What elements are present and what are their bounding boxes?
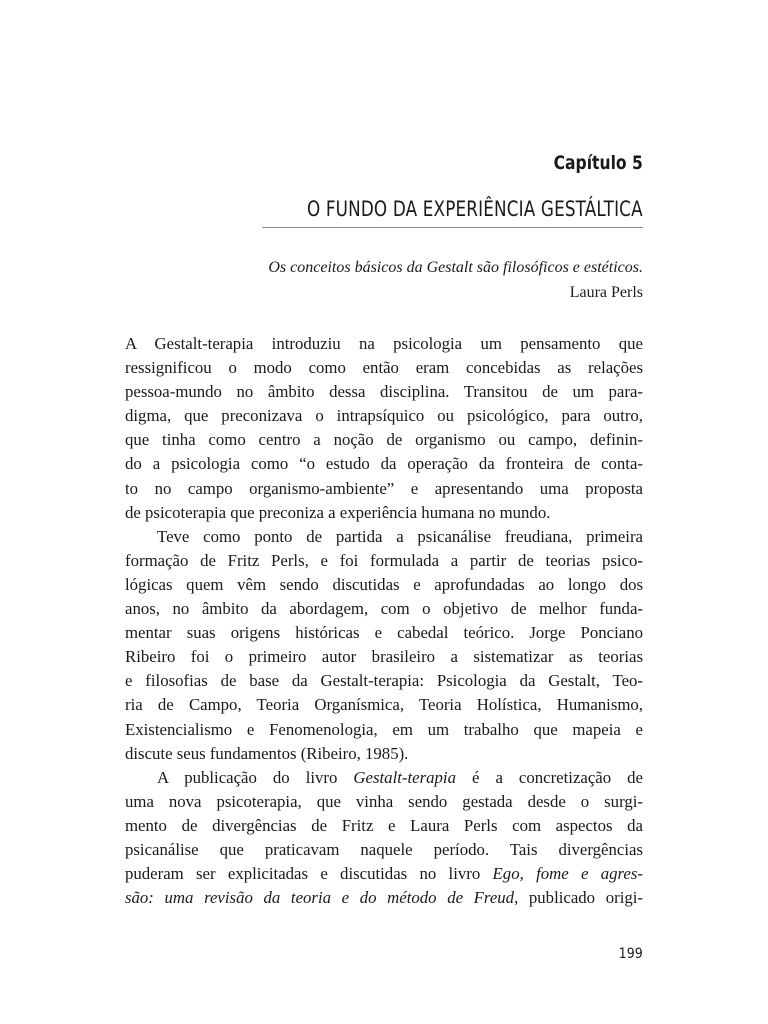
text-line: e filosofias de base da Gestalt-terapia: Psicologia da Gestalt, Teo-: [125, 671, 643, 691]
book-title-italic: Gestalt-terapia: [353, 767, 456, 787]
chapter-title: O FUNDO DA EXPERIÊNCIA GESTÁLTICA: [307, 197, 643, 221]
book-title-italic: são: uma revisão da teoria e do método de Freud: [125, 888, 515, 908]
text-line: formação de Fritz Perls, e foi formulada a partir de teorias psico-: [125, 550, 643, 570]
chapter-label: Capítulo 5: [553, 152, 643, 174]
title-rule: [262, 227, 643, 228]
text-run: , publicado origi-: [514, 888, 643, 908]
text-line: ria de Campo, Teoria Organísmica, Teoria Holística, Humanismo,: [125, 695, 643, 715]
epigraph-quote: Os conceitos básicos da Gestalt são filosóficos e estéticos.: [268, 259, 643, 276]
text-line: [125, 886, 643, 910]
text-line: psicanálise que praticavam naquele período. Tais divergências: [125, 839, 643, 859]
text-line: A Gestalt-terapia introduziu na psicologia um pensamento que: [125, 334, 643, 353]
text-line: ressignificou o modo como então eram concebidas as relações: [125, 358, 643, 378]
page-number: 199: [618, 946, 643, 962]
text-line: do a psicologia como “o estudo da operação da fronteira de conta-: [125, 454, 643, 474]
text-line: Ribeiro foi o primeiro autor brasileiro a sistematizar as teorias: [125, 647, 643, 667]
epigraph: [268, 255, 643, 305]
text-line: mento de divergências de Fritz e Laura Perls com aspectos da: [125, 815, 643, 835]
epigraph-author: Laura Perls: [569, 284, 643, 301]
text-line: [125, 766, 643, 790]
text-line: [125, 862, 643, 886]
text-run: é a concretização de: [455, 767, 643, 787]
text-line: de psicoterapia que preconiza a experiência humana no mundo.: [125, 502, 551, 522]
text-line: anos, no âmbito da abordagem, com o objetivo de melhor funda-: [125, 599, 643, 619]
book-title-italic: Ego, fome e agres-: [492, 864, 643, 884]
body-text: [125, 332, 643, 910]
text-line: lógicas quem vêm sendo discutidas e aprofundadas ao longo dos: [125, 574, 643, 594]
text-line: uma nova psicoterapia, que vinha sendo gestada desde o surgi-: [125, 791, 643, 811]
text-line: que tinha como centro a noção de organismo ou campo, definin-: [125, 430, 643, 450]
text-run: A publicação do livro: [157, 767, 354, 787]
text-line: mentar suas origens históricas e cabedal teórico. Jorge Ponciano: [125, 623, 643, 643]
text-line: digma, que preconizava o intrapsíquico ou psicológico, para outro,: [125, 406, 643, 426]
text-line: Existencialismo e Fenomenologia, em um trabalho que mapeia e: [125, 719, 643, 739]
text-line: to no campo organismo-ambiente” e apresentando uma proposta: [125, 478, 643, 498]
text-run: puderam ser explicitadas e discutidas no livro: [125, 864, 493, 884]
text-line: pessoa-mundo no âmbito dessa disciplina. Transitou de um para-: [125, 382, 643, 402]
text-line: Teve como ponto de partida a psicanálise freudiana, primeira: [157, 526, 643, 546]
text-line: discute seus fundamentos (Ribeiro, 1985).: [125, 743, 409, 763]
